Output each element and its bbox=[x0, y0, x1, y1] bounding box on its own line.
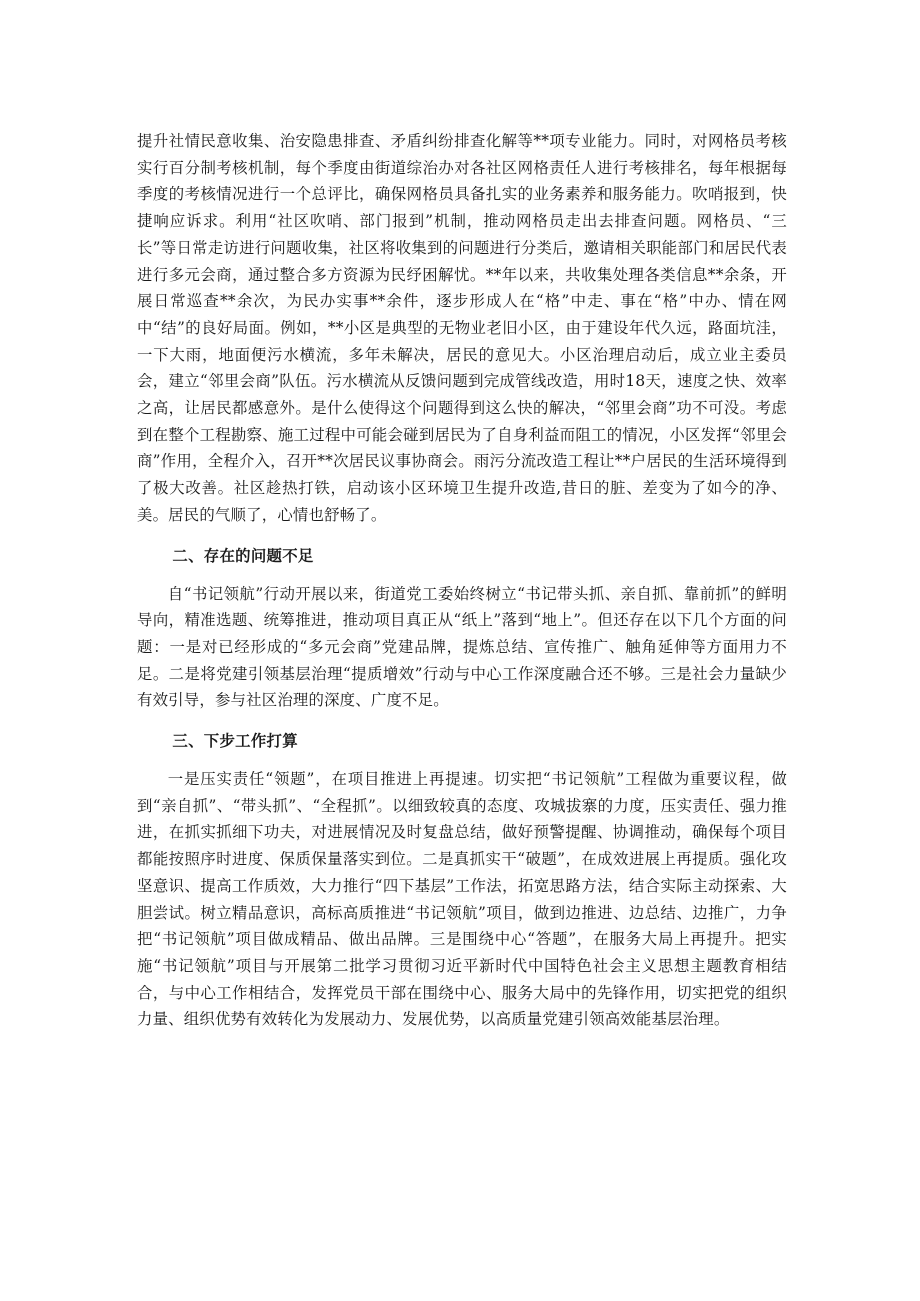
document-body bbox=[137, 128, 787, 1033]
next-steps-paragraph: 一是压实责任“领题”，在项目推进上再提速。切实把“书记领航”工程做为重要议程，做到“亲自抓”、“带头抓”、“全程抓”。以细致较真的态度、攻城拔寨的力度，压实责任、强力推进，在抓实抓细下功夫，对进展情况及时复盘总结，做好预警提醒、协调推动，确保每个项目都能按照序时进度、保质保量落实到位。二是真抓实干“破题”，在成效进展上再提质。强化攻坚意识、提高工作质效，大力推行“四下基层”工作法，拓宽思路方法，结合实际主动探索、大胆尝试。树立精品意识，高标高质推进“书记领航”项目，做到边推进、边总结、边推广，力争把“书记领航”项目做成精品、做出品牌。三是围绕中心“答题”，在服务大局上再提升。把实施“书记领航”项目与开展第二批学习贯彻习近平新时代中国特色社会主义思想主题教育相结合，与中心工作相结合，发挥党员干部在围绕中心、服务大局中的先锋作用，切实把党的组织力量、组织优势有效转化为发展动力、发展优势，以高质量党建引领高效能基层治理。 bbox=[137, 770, 787, 1029]
section-heading-next-steps: 三、下步工作打算 bbox=[172, 732, 298, 751]
section-heading-problems: 二、存在的问题不足 bbox=[172, 546, 314, 565]
problems-paragraph: 自“书记领航”行动开展以来，街道党工委始终树立“书记带头抓、亲自抓、靠前抓”的鲜明导向，精准选题、统筹推进，推动项目真正从“纸上”落到“地上”。但还存在以下几个方面的问题：一是对已经形成的“多元会商”党建品牌，提炼总结、宣传推广、触角延伸等方面用力不足。二是将党建引领基层治理“提质增效”行动与中心工作深度融合还不够。三是社会力量缺少有效引导，参与社区治理的深度、广度不足。 bbox=[137, 584, 787, 710]
intro-paragraph: 提升社情民意收集、治安隐患排查、矛盾纠纷排查化解等**项专业能力。同时，对网格员考核实行百分制考核机制，每个季度由街道综治办对各社区网格责任人进行考核排名，每年根据每季度的考核情况进行一个总评比，确保网格员具备扎实的业务素养和服务能力。吹哨报到，快捷响应诉求。利用“社区吹哨、部门报到”机制，推动网格员走出去排查问题。网格员、“三长”等日常走访进行问题收集，社区将收集到的问题进行分类后，邀请相关职能部门和居民代表进行多元会商，通过整合多方资源为民纾困解忧。**年以来，共收集处理各类信息**余条，开展日常巡查**余次，为民办实事**余件，逐步形成人在“格”中走、事在“格”中办、情在网中“结”的良好局面。例如，**小区是典型的无物业老旧小区，由于建设年代久远，路面坑洼，一下大雨，地面便污水横流，多年未解决，居民的意见大。小区治理启动后，成立业主委员会，建立“邻里会商”队伍。污水横流从反馈问题到完成管线改造，用时18天，速度之快、效率之高，让居民都感意外。是什么使得这个问题得到这么快的解决，“邻里会商”功不可没。考虑到在整个工程勘察、施工过程中可能会碰到居民为了自身利益而阻工的情况，小区发挥“邻里会商”作用，全程介入，召开**次居民议事协商会。雨污分流改造工程让**户居民的生活环境得到了极大改善。社区趁热打铁，启动该小区环境卫生提升改造,昔日的脏、差变为了如今的净、美。居民的气顺了，心情也舒畅了。 bbox=[137, 132, 787, 524]
